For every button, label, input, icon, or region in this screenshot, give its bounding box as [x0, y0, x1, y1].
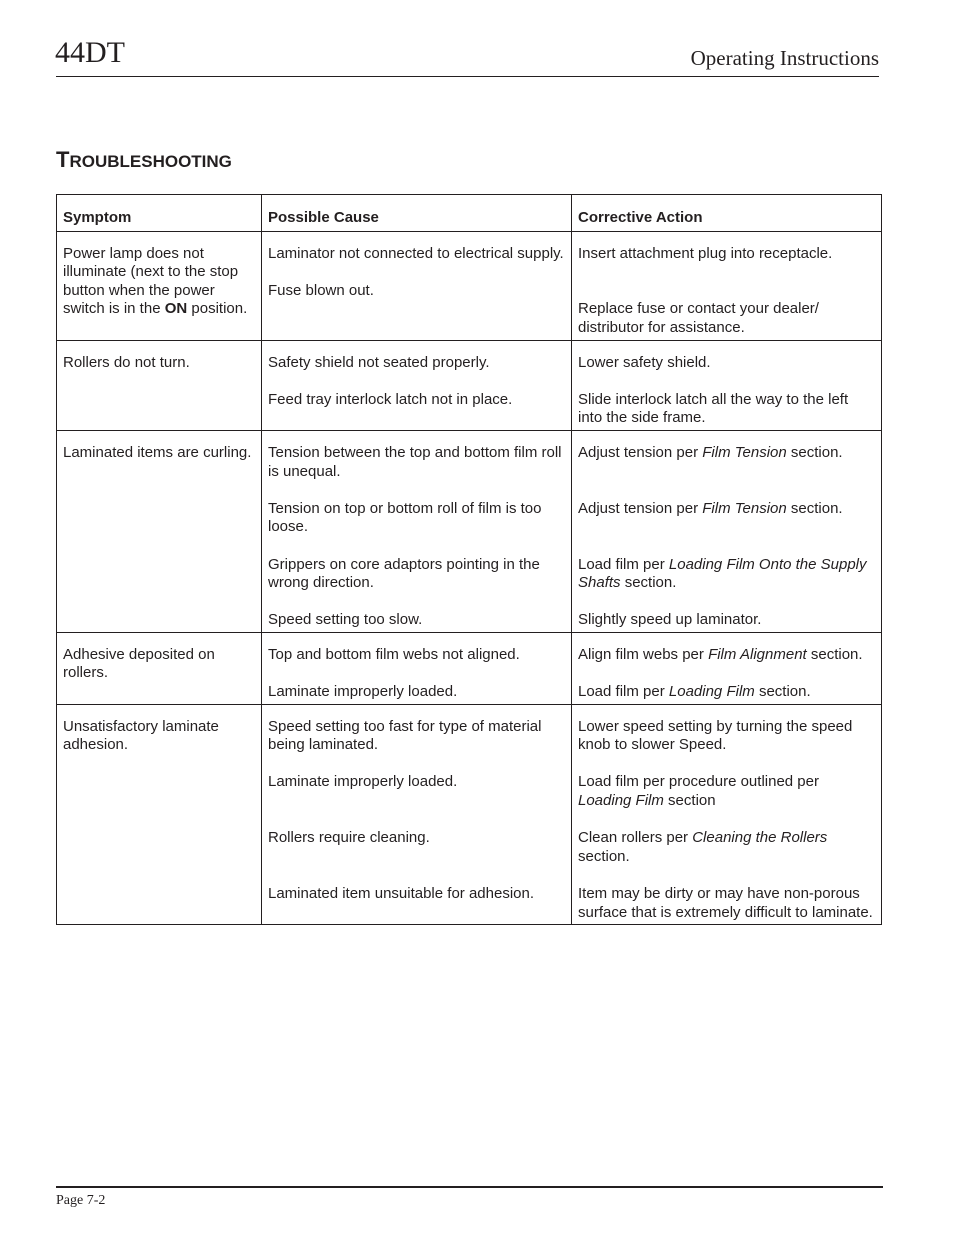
- action-item: Load film per Loading Film section.: [578, 683, 811, 701]
- action-cell: [572, 430, 882, 632]
- symptom-text-end: position.: [187, 300, 248, 318]
- cause-cell: [262, 704, 572, 925]
- action-item: Adjust tension per Film Tension section.: [578, 499, 843, 517]
- action-cell: [572, 231, 882, 340]
- cause-cell: [262, 340, 572, 430]
- column-header-corrective-action: Corrective Action: [572, 195, 882, 232]
- symptom-cell: [57, 231, 262, 340]
- action-item: Adjust tension per Film Tension section.: [578, 443, 843, 461]
- cause-item: Top and bottom film webs not aligned.: [268, 645, 520, 663]
- table-row: [57, 340, 882, 430]
- action-item: Lower safety shield.: [578, 353, 711, 371]
- cause-item: Laminate improperly loaded.: [268, 683, 458, 701]
- table-row: [57, 231, 882, 340]
- column-header-symptom: Symptom: [57, 195, 262, 232]
- action-item: Insert attachment plug into receptacle.: [578, 244, 833, 262]
- cause-item: Laminate improperly loaded.: [268, 773, 458, 791]
- cause-item: Tension between the top and bottom film roll is unequal.: [268, 443, 562, 480]
- table-row: [57, 632, 882, 704]
- symptom-emphasis: ON: [164, 300, 188, 318]
- cause-item: Rollers require cleaning.: [268, 829, 430, 847]
- symptom-cell: Unsatisfactory laminate adhesion.: [57, 704, 262, 925]
- cause-item: Speed setting too fast for type of material being laminated.: [268, 717, 542, 754]
- page-title: [56, 147, 232, 175]
- action-item: Slightly speed up laminator.: [578, 611, 762, 629]
- action-item: Slide interlock latch all the way to the left into the side frame.: [578, 390, 849, 427]
- cause-cell: [262, 231, 572, 340]
- cause-item: Tension on top or bottom roll of film is too loose.: [268, 499, 542, 536]
- cause-item: Fuse blown out.: [268, 281, 374, 299]
- symptom-text: Power lamp does not illuminate (next to the stop button when the power switch is in the: [63, 244, 239, 318]
- table-row: [57, 704, 882, 925]
- symptom-cell: Adhesive deposited on rollers.: [57, 632, 262, 704]
- action-item: Replace fuse or contact your dealer/ distributor for assistance.: [578, 300, 819, 336]
- table-header-row: [57, 195, 882, 232]
- action-item: Align film webs per Film Alignment section.: [578, 645, 863, 663]
- page-title-rest: ROUBLESHOOTING: [69, 152, 232, 171]
- cause-item: Feed tray interlock latch not in place.: [268, 390, 513, 408]
- action-item: Item may be dirty or may have non-porous surface that is extremely difficult to laminate.: [578, 885, 873, 921]
- cause-item: Laminated item unsuitable for adhesion.: [268, 885, 535, 902]
- cause-cell: [262, 632, 572, 704]
- action-item: Lower speed setting by turning the speed knob to slower Speed.: [578, 717, 853, 754]
- symptom-cell: Rollers do not turn.: [57, 340, 262, 430]
- cause-item: Speed setting too slow.: [268, 611, 423, 629]
- troubleshooting-table: [56, 194, 882, 925]
- document-model: 44DT: [55, 36, 125, 69]
- action-cell: [572, 632, 882, 704]
- column-header-possible-cause: Possible Cause: [262, 195, 572, 232]
- cause-item: Grippers on core adaptors pointing in the wrong direction.: [268, 555, 540, 592]
- table-row: [57, 430, 882, 632]
- action-item: Load film per Loading Film Onto the Supply Shafts section.: [578, 555, 867, 592]
- symptom-cell: Laminated items are curling.: [57, 430, 262, 632]
- cause-item: Laminator not connected to electrical supply.: [268, 244, 564, 262]
- action-cell: [572, 704, 882, 925]
- page-number: Page 7-2: [56, 1193, 106, 1208]
- action-cell: [572, 340, 882, 430]
- document-section-title: Operating Instructions: [690, 46, 879, 70]
- header-divider: [56, 76, 879, 77]
- page-title-initial: T: [56, 147, 70, 172]
- action-item: Clean rollers per Cleaning the Rollers section.: [578, 829, 828, 865]
- action-item: Load film per procedure outlined per Loading Film section: [578, 773, 819, 810]
- footer-divider: [56, 1186, 883, 1188]
- cause-cell: [262, 430, 572, 632]
- cause-item: Safety shield not seated properly.: [268, 353, 490, 371]
